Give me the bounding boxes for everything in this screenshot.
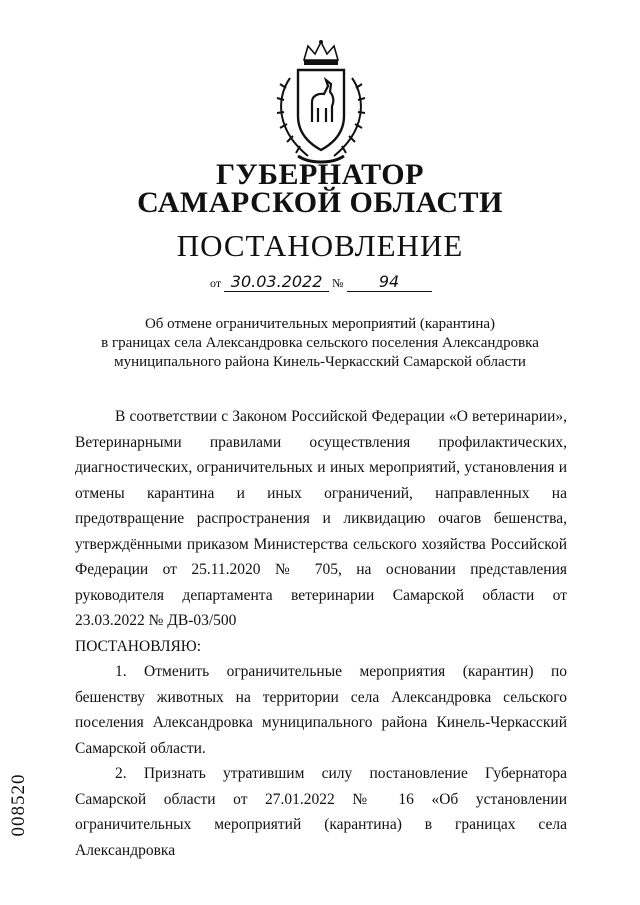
clause-1: 1. Отменить ограничительные мероприятия (карантин) по бешенству животных на территории села Александровка сельского поселения Александровка муниципального района Кинель-Черкасский Самарской области. xyxy=(75,663,567,757)
subject-line-3: муниципального района Кинель-Черкасский Самарской области xyxy=(114,354,526,370)
stamp-number: 008520 xyxy=(8,773,29,837)
decree-word: ПОСТАНОВЛЯЮ: xyxy=(75,637,202,655)
authority-title-line2: САМАРСКОЙ ОБЛАСТИ xyxy=(137,186,503,219)
document-type-title: ПОСТАНОВЛЕНИЕ xyxy=(176,228,464,263)
preamble-paragraph: В соответствии с Законом Российской Федерации «О ветеринарии», Ветеринарными правилами осуществления профилактических, диагностических, ограничительных и иных мероприятий, установления и отмены карантина и иных ограничений, направленных на предотвращение распространения и ликвидацию очагов бешенства, утверждёнными приказом Министерства сельского хозяйства Российской Федерации от 25.11.2020 № 705, на основании представления руководителя департамента ветеринарии Самарской области от 23.03.2022 № ДВ-03/500 xyxy=(75,408,567,629)
date-prefix: от xyxy=(210,276,222,290)
document-date: 30.03.2022 xyxy=(224,272,329,292)
registration-stamp xyxy=(4,770,34,840)
document-number: 94 xyxy=(347,272,432,292)
subject-line-2: в границах села Александровка сельского поселения Александровка xyxy=(101,335,539,351)
document-body xyxy=(75,404,567,863)
document-subject xyxy=(0,315,640,372)
date-number-line xyxy=(210,272,432,292)
authority-title-line1: ГУБЕРНАТОР xyxy=(216,158,424,191)
coat-of-arms-icon xyxy=(268,38,374,168)
clause-2: 2. Признать утратившим силу постановление Губернатора Самарской области от 27.01.2022 № 16 «Об установлении ограничительных мероприятий (карантина) в границах села Александровка xyxy=(75,765,567,859)
number-label: № xyxy=(332,276,344,290)
subject-line-1: Об отмене ограничительных мероприятий (карантина) xyxy=(144,316,496,332)
